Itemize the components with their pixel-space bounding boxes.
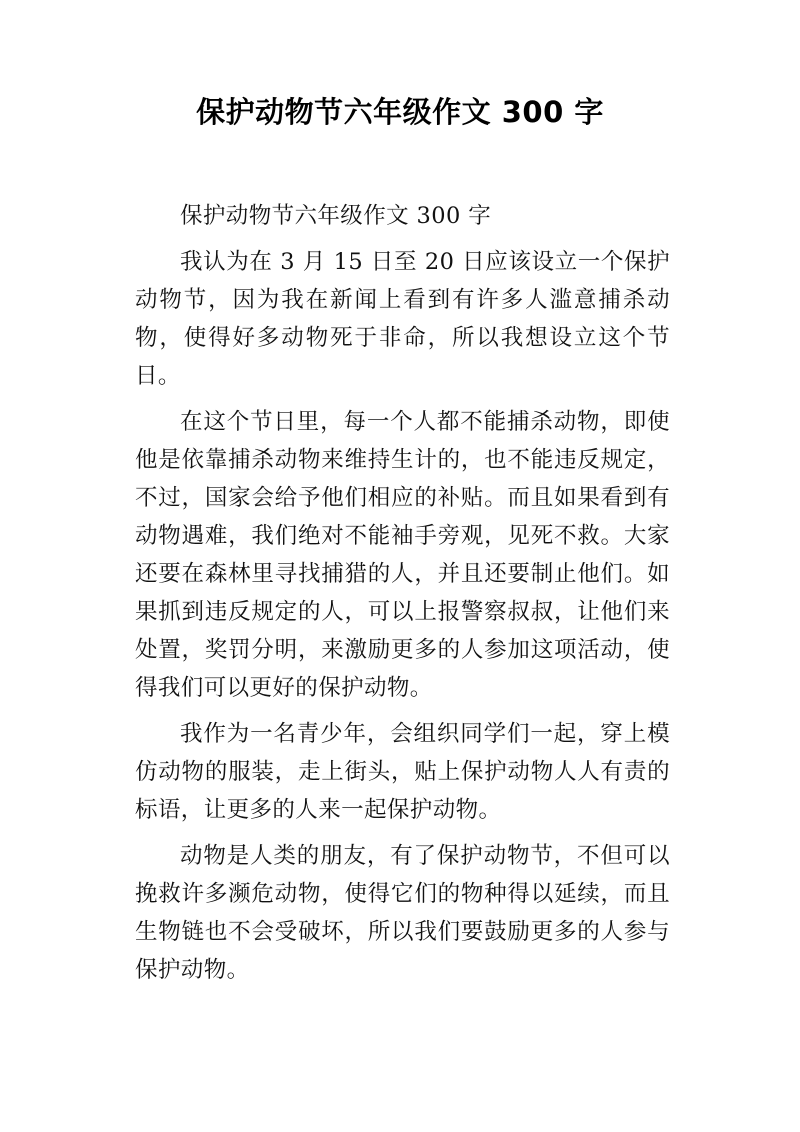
paragraph-subtitle: 保护动物节六年级作文 300 字: [180, 203, 492, 229]
paragraph-2: 在这个节日里，每一个人都不能捕杀动物，即使他是依靠捕杀动物来维持生计的，也不能违反规定，不过，国家会给予他们相应的补贴。而且如果看到有动物遇难，我们绝对不能袖手旁观，见死不救。大家还要在森林里寻找捕猎的人，并且还要制止他们。如果抓到违反规定的人，可以上报警察叔叔，让他们来处置，奖罚分明，来激励更多的人参加这项活动，使得我们可以更好的保护动物。: [135, 409, 670, 701]
paragraph-3: 我作为一名青少年，会组织同学们一起，穿上模仿动物的服装，走上街头，贴上保护动物人人有责的标语，让更多的人来一起保护动物。: [135, 721, 670, 823]
document-body: [135, 197, 670, 997]
paragraph-4: 动物是人类的朋友，有了保护动物节，不但可以挽救许多濒危动物，使得它们的物种得以延续，而且生物链也不会受破坏，所以我们要鼓励更多的人参与保护动物。: [135, 843, 670, 983]
document-title: 保护动物节六年级作文 300 字: [196, 95, 604, 129]
paragraph-1: 我认为在 3 月 15 日至 20 日应该设立一个保护动物节，因为我在新闻上看到有许多人滥意捕杀动物，使得好多动物死于非命，所以我想设立这个节日。: [135, 249, 670, 389]
